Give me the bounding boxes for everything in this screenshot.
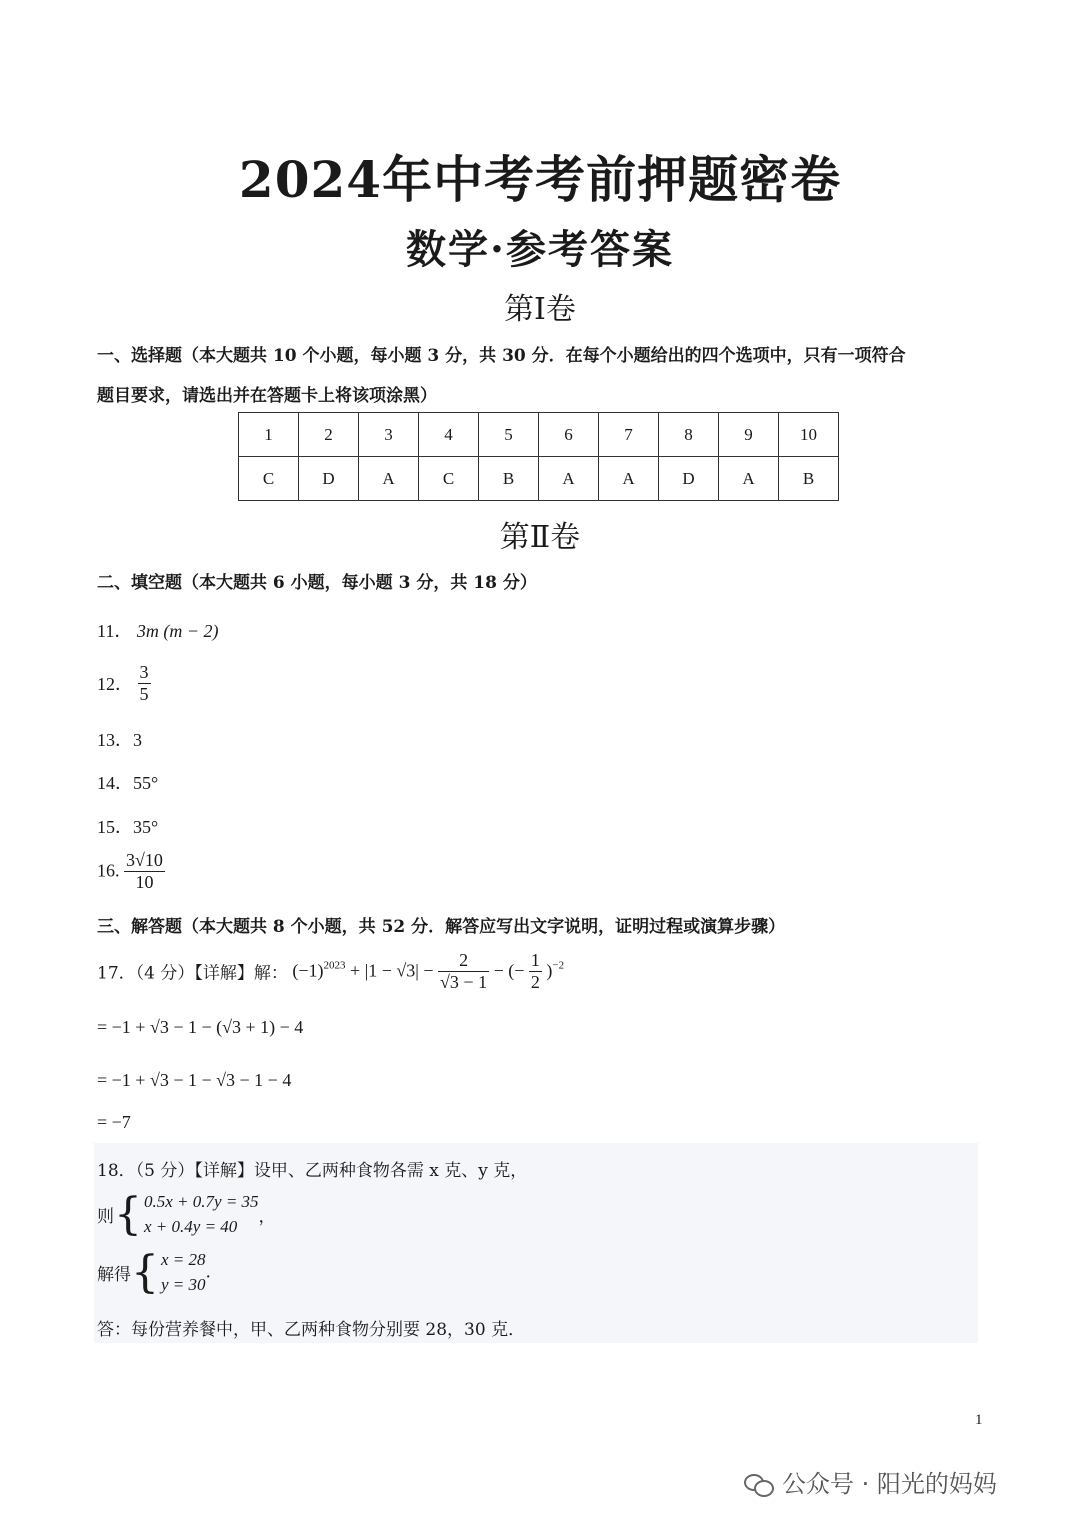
- fraction-numerator: 2: [438, 950, 489, 972]
- q18-answer: 答：每份营养餐中，甲、乙两种食物分别要 28，30 克．: [97, 1320, 526, 1340]
- q17-term-a: (−1): [292, 960, 324, 981]
- fraction-denominator: 5: [139, 683, 149, 704]
- table-cell-number: 4: [419, 413, 479, 457]
- answer-table-answer-row: [239, 457, 839, 501]
- fraction-numerator: 3√10: [126, 850, 163, 870]
- answer-11-expression: 3m (m − 2): [136, 621, 219, 641]
- q17-intro: 17．（4 分）【详解】解：: [97, 963, 288, 984]
- q17-fraction: [438, 950, 489, 992]
- page-number: 1: [975, 1412, 983, 1428]
- table-cell-answer: A: [539, 457, 599, 501]
- table-cell-number: 6: [539, 413, 599, 457]
- table-cell-number: 10: [779, 413, 839, 457]
- fraction-denominator: √3 − 1: [440, 971, 488, 992]
- q17-half-fraction: [529, 950, 542, 992]
- table-cell-answer: D: [659, 457, 719, 501]
- fraction-denominator: 10: [135, 871, 154, 892]
- watermark: [744, 1464, 997, 1499]
- q18-period: .: [205, 1262, 211, 1283]
- q18-solution-x: x = 28: [161, 1250, 206, 1269]
- answer-16-label: 16.: [97, 860, 120, 881]
- answer-15: 15．35°: [97, 817, 159, 837]
- table-cell-answer: D: [299, 457, 359, 501]
- watermark-text: 公众号 · 阳光的妈妈: [782, 1470, 997, 1498]
- answer-14: 14．55°: [97, 773, 159, 793]
- table-cell-answer: A: [719, 457, 779, 501]
- q17-exponent-2: −2: [552, 959, 565, 972]
- answer-11-label: 11．: [97, 621, 133, 641]
- section-2-heading: 二、填空题（本大题共 6 小题，每小题 3 分，共 18 分）: [97, 573, 537, 593]
- left-brace-icon: {: [114, 1188, 142, 1240]
- left-brace-icon: {: [131, 1246, 159, 1298]
- fraction-numerator: 3: [139, 662, 149, 682]
- fraction-denominator: 2: [530, 971, 540, 992]
- table-cell-number: 8: [659, 413, 719, 457]
- answer-table-number-row: [239, 413, 839, 457]
- table-cell-number: 5: [479, 413, 539, 457]
- table-cell-number: 7: [599, 413, 659, 457]
- table-cell-number: 1: [239, 413, 299, 457]
- q18-equation-1: 0.5x + 0.7y = 35: [144, 1192, 259, 1211]
- answer-12-fraction: [138, 662, 151, 704]
- table-cell-answer: A: [599, 457, 659, 501]
- wechat-icon: [744, 1474, 774, 1496]
- q18-equations: [144, 1190, 259, 1239]
- q17-term-d: ): [546, 960, 553, 981]
- q17-step-1: = −1 + √3 − 1 − (√3 + 1) − 4: [97, 1017, 304, 1037]
- volume-1-heading: 第Ⅰ卷: [504, 292, 576, 327]
- answer-11: [97, 617, 218, 643]
- answer-table: [238, 412, 839, 501]
- q17-exponent: 2023: [323, 959, 346, 972]
- fraction-numerator: 1: [530, 950, 540, 970]
- table-cell-answer: A: [359, 457, 419, 501]
- q18-solutions: [161, 1248, 206, 1297]
- table-cell-answer: C: [239, 457, 299, 501]
- q18-intro: 18．（5 分）【详解】设甲、乙两种食物各需 x 克、y 克，: [97, 1161, 528, 1181]
- answer-16-fraction: [124, 850, 165, 892]
- document-title: 2024年中考考前押题密卷: [238, 150, 842, 209]
- table-cell-number: 9: [719, 413, 779, 457]
- table-cell-answer: B: [779, 457, 839, 501]
- table-cell-answer: C: [419, 457, 479, 501]
- q18-equation-2: x + 0.4y = 40: [144, 1216, 238, 1236]
- answer-16: [97, 850, 165, 892]
- q18-then-label: 则: [97, 1207, 114, 1228]
- q18-solution-y: y = 30: [161, 1274, 206, 1294]
- answer-12-label: 12．: [97, 674, 133, 695]
- section-1-heading-line2: 题目要求，请选出并在答题卡上将该项涂黑）: [97, 386, 437, 406]
- q18-solution: [97, 1248, 211, 1297]
- answer-12: [97, 662, 151, 704]
- document-subtitle: 数学·参考答案: [406, 226, 674, 273]
- q17-term-b: + |1 − √3| −: [350, 960, 439, 981]
- q17-expression: [97, 950, 564, 992]
- table-cell-number: 3: [359, 413, 419, 457]
- answer-13: 13．3: [97, 730, 142, 750]
- q18-solve-label: 解得: [97, 1265, 131, 1286]
- section-3-heading: 三、解答题（本大题共 8 个小题，共 52 分．解答应写出文字说明，证明过程或演算步骤）: [97, 917, 786, 937]
- q17-term-c: − (−: [493, 960, 525, 981]
- volume-2-heading: 第Ⅱ卷: [499, 520, 581, 555]
- table-cell-number: 2: [299, 413, 359, 457]
- q17-step-3: = −7: [97, 1112, 131, 1132]
- section-1-heading-line1: 一、选择题（本大题共 10 个小题，每小题 3 分，共 30 分．在每个小题给出的四个选项中，只有一项符合: [97, 346, 906, 366]
- q18-comma: ，: [258, 1207, 276, 1228]
- q18-system: [97, 1190, 276, 1239]
- q17-step-2: = −1 + √3 − 1 − √3 − 1 − 4: [97, 1070, 292, 1090]
- table-cell-answer: B: [479, 457, 539, 501]
